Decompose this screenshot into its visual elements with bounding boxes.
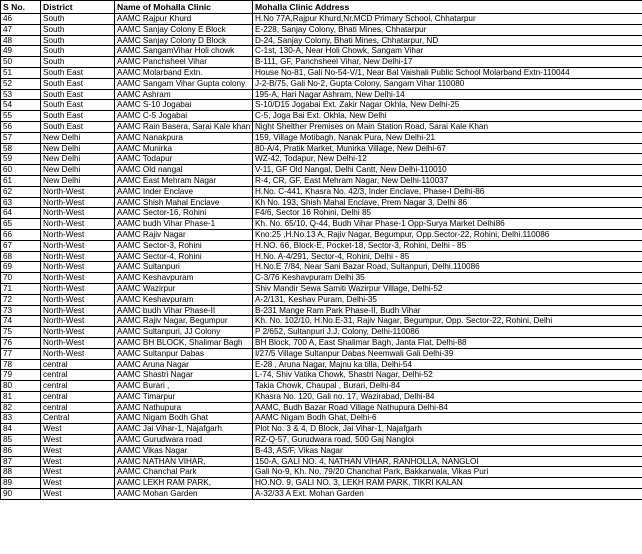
cell-clinic-name: AAMC Inder Enclave bbox=[115, 186, 253, 197]
cell-district: North-West bbox=[41, 283, 115, 294]
cell-district: New Delhi bbox=[41, 132, 115, 143]
table-row bbox=[1, 121, 642, 132]
cell-district: New Delhi bbox=[41, 165, 115, 176]
cell-district: central bbox=[41, 402, 115, 413]
cell-clinic-name: AAMC Sultanpur Dabas bbox=[115, 348, 253, 359]
table-row bbox=[1, 35, 642, 46]
cell-district: North-West bbox=[41, 348, 115, 359]
table-row bbox=[1, 24, 642, 35]
cell-clinic-address: B-231 Mange Ram Park Phase-II, Budh Vihar bbox=[253, 305, 642, 316]
cell-clinic-address: C-5, Joga Bai Ext. Okhla, New Delhi bbox=[253, 111, 642, 122]
table-body bbox=[1, 14, 642, 500]
cell-clinic-name: AAMC Gurudwara road bbox=[115, 435, 253, 446]
cell-district: central bbox=[41, 391, 115, 402]
cell-clinic-address: D-24, Sanjay Colony, Bhati Mines, Chhatarpur, ND bbox=[253, 35, 642, 46]
cell-district: central bbox=[41, 370, 115, 381]
cell-district: South East bbox=[41, 67, 115, 78]
cell-clinic-address: F4/6, Sector 16 Rohini, Delhi 85 bbox=[253, 208, 642, 219]
table-row bbox=[1, 100, 642, 111]
cell-sno: 72 bbox=[1, 294, 41, 305]
cell-clinic-name: AAMC Panchsheel Vihar bbox=[115, 57, 253, 68]
cell-district: North-West bbox=[41, 208, 115, 219]
cell-clinic-name: AAMC Sultanpuri bbox=[115, 262, 253, 273]
table-row bbox=[1, 445, 642, 456]
cell-clinic-address: I/27/5 Village Sultanpur Dabas Neemwali Gali Delhi-39 bbox=[253, 348, 642, 359]
cell-sno: 73 bbox=[1, 305, 41, 316]
table-row bbox=[1, 273, 642, 284]
cell-clinic-name: AAMC Aruna Nagar bbox=[115, 359, 253, 370]
cell-district: South bbox=[41, 57, 115, 68]
table-row bbox=[1, 489, 642, 500]
cell-clinic-address: R-4, CR, GF, East Mehram Nagar, New Delhi-110037 bbox=[253, 175, 642, 186]
cell-clinic-name: AAMC budh Vihar Phase-II bbox=[115, 305, 253, 316]
cell-sno: 59 bbox=[1, 154, 41, 165]
cell-district: West bbox=[41, 467, 115, 478]
cell-district: West bbox=[41, 435, 115, 446]
cell-district: South bbox=[41, 46, 115, 57]
cell-sno: 50 bbox=[1, 57, 41, 68]
header-sno: S No. bbox=[1, 1, 41, 14]
cell-clinic-address: A-32/33 A Ext. Mohan Garden bbox=[253, 489, 642, 500]
cell-clinic-address: Kh No. 193, Shish Mahal Enclave, Prem Nagar 3, Delhi 86 bbox=[253, 197, 642, 208]
cell-district: South bbox=[41, 14, 115, 25]
cell-clinic-address: C-3/76 Keshavpuram Delhi 35 bbox=[253, 273, 642, 284]
table-row bbox=[1, 294, 642, 305]
cell-clinic-address: E-28 , Aruna Nagar, Majnu ka tilla, Delhi-54 bbox=[253, 359, 642, 370]
cell-clinic-address: Kh. No. 102/10, H.No.E-31, Rajiv Nagar, Begumpur, Opp. Sector-22, Rohini, Delhi bbox=[253, 316, 642, 327]
table-row bbox=[1, 175, 642, 186]
cell-clinic-name: AAMC Rain Basera, Sarai Kale khan bbox=[115, 121, 253, 132]
cell-clinic-address: RZ-Q-57, Gurudwara road, 500 Gaj Nangloi bbox=[253, 435, 642, 446]
cell-sno: 77 bbox=[1, 348, 41, 359]
cell-clinic-name: AAMC Mohan Garden bbox=[115, 489, 253, 500]
cell-clinic-address: B-43, AS/F, Vikas Nagar bbox=[253, 445, 642, 456]
cell-clinic-name: AAMC Sangam Vihar Gupta colony bbox=[115, 78, 253, 89]
cell-district: North-West bbox=[41, 262, 115, 273]
cell-district: central bbox=[41, 381, 115, 392]
cell-clinic-name: AAMC Molarband Extn. bbox=[115, 67, 253, 78]
cell-district: West bbox=[41, 489, 115, 500]
cell-clinic-address: V-11, GF Old Nangal, Delhi Cantt, New Delhi-110010 bbox=[253, 165, 642, 176]
cell-clinic-name: AAMC Keshavpuram bbox=[115, 294, 253, 305]
cell-district: North-West bbox=[41, 240, 115, 251]
cell-district: central bbox=[41, 359, 115, 370]
cell-clinic-name: AAMC Vikas Nagar bbox=[115, 445, 253, 456]
cell-clinic-address: B-111, GF, Panchsheel Vihar, New Delhi-17 bbox=[253, 57, 642, 68]
table-row bbox=[1, 435, 642, 446]
cell-sno: 56 bbox=[1, 121, 41, 132]
cell-clinic-address: C-1st, 130-A, Near Holi Chowk, Sangam Vihar bbox=[253, 46, 642, 57]
cell-sno: 60 bbox=[1, 165, 41, 176]
table-row bbox=[1, 240, 642, 251]
cell-clinic-name: AAMC Shastri Nagar bbox=[115, 370, 253, 381]
cell-sno: 78 bbox=[1, 359, 41, 370]
cell-district: North-West bbox=[41, 273, 115, 284]
cell-clinic-name: AAMC Sector-3, Rohini bbox=[115, 240, 253, 251]
cell-clinic-name: AAMC Shish Mahal Enclave bbox=[115, 197, 253, 208]
cell-clinic-address: H.No.E 7/84, Near Sani Bazar Road, Sultanpuri, Delhi.110086 bbox=[253, 262, 642, 273]
cell-clinic-name: AAMC Rajiv Nagar bbox=[115, 229, 253, 240]
cell-clinic-name: AAMC budh Vihar Phase-1 bbox=[115, 219, 253, 230]
cell-clinic-address: Night Shelther Premises on Main Station Road, Sarai Kale Khan bbox=[253, 121, 642, 132]
cell-district: South East bbox=[41, 111, 115, 122]
cell-sno: 61 bbox=[1, 175, 41, 186]
cell-clinic-address: A-2/131, Keshav Puram, Delhi-35 bbox=[253, 294, 642, 305]
cell-clinic-name: AAMC Wazirpur bbox=[115, 283, 253, 294]
cell-sno: 67 bbox=[1, 240, 41, 251]
cell-sno: 68 bbox=[1, 251, 41, 262]
cell-district: West bbox=[41, 445, 115, 456]
table-row bbox=[1, 154, 642, 165]
table-row bbox=[1, 402, 642, 413]
cell-sno: 57 bbox=[1, 132, 41, 143]
cell-clinic-name: AAMC Sector-16, Rohini bbox=[115, 208, 253, 219]
cell-clinic-address: Khasra No. 120, Gali no. 17, Wazirabad, Delhi-84 bbox=[253, 391, 642, 402]
cell-clinic-name: AAMC Keshavpuram bbox=[115, 273, 253, 284]
table-row bbox=[1, 337, 642, 348]
cell-district: North-West bbox=[41, 219, 115, 230]
cell-clinic-name: AAMC Nanakpura bbox=[115, 132, 253, 143]
cell-district: North-West bbox=[41, 327, 115, 338]
cell-clinic-name: AAMC C-5 Jogabai bbox=[115, 111, 253, 122]
table-row bbox=[1, 111, 642, 122]
cell-sno: 89 bbox=[1, 478, 41, 489]
cell-clinic-name: AAMC Ashram bbox=[115, 89, 253, 100]
cell-district: New Delhi bbox=[41, 175, 115, 186]
cell-clinic-address: H.No. A-4/291, Sector-4, Rohini, Delhi - 85 bbox=[253, 251, 642, 262]
cell-sno: 70 bbox=[1, 273, 41, 284]
table-row bbox=[1, 456, 642, 467]
cell-clinic-name: AAMC Munirka bbox=[115, 143, 253, 154]
cell-clinic-address: AAMC, Budh Bazar Road Village Nathupura Delhi-84 bbox=[253, 402, 642, 413]
cell-district: North-West bbox=[41, 186, 115, 197]
cell-clinic-address: AAMC Nigam Bodh Ghat, Delhi-6 bbox=[253, 413, 642, 424]
cell-clinic-address: Plot No. 3 & 4, D Block, Jai Vihar-1, Najafgarh bbox=[253, 424, 642, 435]
cell-district: South East bbox=[41, 121, 115, 132]
cell-sno: 64 bbox=[1, 208, 41, 219]
cell-sno: 55 bbox=[1, 111, 41, 122]
cell-district: South East bbox=[41, 89, 115, 100]
cell-sno: 66 bbox=[1, 229, 41, 240]
cell-clinic-address: H.No 77A,Rajpur Khurd,Nr.MCD Primary School, Chhatarpur bbox=[253, 14, 642, 25]
cell-sno: 51 bbox=[1, 67, 41, 78]
cell-clinic-address: E-228, Sanjay Colony, Bhati Mines, Chhatarpur bbox=[253, 24, 642, 35]
table-row bbox=[1, 219, 642, 230]
cell-clinic-address: WZ-42, Todapur, New Delhi-12 bbox=[253, 154, 642, 165]
cell-district: South East bbox=[41, 78, 115, 89]
cell-clinic-address: 195-A, Hari Nagar Ashram, New Delhi-14 bbox=[253, 89, 642, 100]
cell-sno: 71 bbox=[1, 283, 41, 294]
cell-clinic-address: 80-A/4, Pratik Market, Munirka Village, New Delhi-67 bbox=[253, 143, 642, 154]
cell-clinic-name: AAMC Chanchal Park bbox=[115, 467, 253, 478]
table-row bbox=[1, 46, 642, 57]
cell-sno: 62 bbox=[1, 186, 41, 197]
cell-district: Central bbox=[41, 413, 115, 424]
cell-sno: 81 bbox=[1, 391, 41, 402]
cell-district: North-West bbox=[41, 337, 115, 348]
header-clinic-address: Mohalla Clinic Address bbox=[253, 1, 642, 14]
table-row bbox=[1, 251, 642, 262]
cell-district: New Delhi bbox=[41, 143, 115, 154]
cell-district: New Delhi bbox=[41, 154, 115, 165]
cell-clinic-address: Shiv Mandir Sewa Samiti Wazirpur Village, Delhi-52 bbox=[253, 283, 642, 294]
cell-district: North-West bbox=[41, 316, 115, 327]
table-row bbox=[1, 14, 642, 25]
cell-clinic-name: AAMC Nigam Bodh Ghat bbox=[115, 413, 253, 424]
cell-sno: 90 bbox=[1, 489, 41, 500]
cell-sno: 46 bbox=[1, 14, 41, 25]
cell-sno: 58 bbox=[1, 143, 41, 154]
cell-district: West bbox=[41, 456, 115, 467]
cell-clinic-name: AAMC Sultanpuri, JJ Colony bbox=[115, 327, 253, 338]
table-row bbox=[1, 89, 642, 100]
cell-clinic-name: AAMC Burari , bbox=[115, 381, 253, 392]
cell-sno: 48 bbox=[1, 35, 41, 46]
table-row bbox=[1, 381, 642, 392]
table-row bbox=[1, 424, 642, 435]
cell-clinic-name: AAMC NATHAN VIHAR, bbox=[115, 456, 253, 467]
table-row bbox=[1, 413, 642, 424]
cell-clinic-name: AAMC Rajiv Nagar, Begumpur bbox=[115, 316, 253, 327]
cell-clinic-name: AAMC Old nangal bbox=[115, 165, 253, 176]
table-row bbox=[1, 370, 642, 381]
cell-district: North-West bbox=[41, 197, 115, 208]
header-row bbox=[1, 1, 642, 14]
cell-district: North-West bbox=[41, 294, 115, 305]
table-row bbox=[1, 197, 642, 208]
cell-clinic-address: H.No. C-441, Khasra No. 42/3, Inder Enclave, Phase-I Delhi-86 bbox=[253, 186, 642, 197]
cell-clinic-name: AAMC S-10 Jogabai bbox=[115, 100, 253, 111]
cell-sno: 63 bbox=[1, 197, 41, 208]
cell-clinic-name: AAMC Sanjay Colony D Block bbox=[115, 35, 253, 46]
cell-clinic-name: AAMC Timarpur bbox=[115, 391, 253, 402]
cell-clinic-name: AAMC Sector-4, Rohini bbox=[115, 251, 253, 262]
table-row bbox=[1, 327, 642, 338]
table-row bbox=[1, 478, 642, 489]
cell-sno: 53 bbox=[1, 89, 41, 100]
cell-sno: 52 bbox=[1, 78, 41, 89]
cell-clinic-name: AAMC East Mehram Nagar bbox=[115, 175, 253, 186]
cell-district: West bbox=[41, 424, 115, 435]
table-row bbox=[1, 359, 642, 370]
cell-district: West bbox=[41, 478, 115, 489]
cell-clinic-address: HO.NO. 9, GALI NO. 3, LEKH RAM PARK, TIKRI KALAN bbox=[253, 478, 642, 489]
cell-district: North-West bbox=[41, 229, 115, 240]
table-row bbox=[1, 229, 642, 240]
cell-sno: 49 bbox=[1, 46, 41, 57]
cell-sno: 79 bbox=[1, 370, 41, 381]
table-row bbox=[1, 316, 642, 327]
table-row bbox=[1, 78, 642, 89]
cell-clinic-name: AAMC Jai Vihar-1, Najafgarh bbox=[115, 424, 253, 435]
cell-clinic-address: H.NO. 66, Block-E, Pocket-18, Sector-3, Rohini, Delhi - 85 bbox=[253, 240, 642, 251]
table-row bbox=[1, 132, 642, 143]
cell-clinic-name: AAMC Todapur bbox=[115, 154, 253, 165]
cell-clinic-address: BH Block, 700 A, East Shalimar Bagh, Janta Flat, Delhi-88 bbox=[253, 337, 642, 348]
table-row bbox=[1, 186, 642, 197]
cell-district: South bbox=[41, 24, 115, 35]
cell-sno: 86 bbox=[1, 445, 41, 456]
cell-sno: 47 bbox=[1, 24, 41, 35]
cell-sno: 74 bbox=[1, 316, 41, 327]
cell-sno: 83 bbox=[1, 413, 41, 424]
table-row bbox=[1, 262, 642, 273]
table-row bbox=[1, 67, 642, 78]
cell-sno: 54 bbox=[1, 100, 41, 111]
cell-sno: 87 bbox=[1, 456, 41, 467]
header-clinic-name: Name of Mohalla Clinic bbox=[115, 1, 253, 14]
cell-district: North-West bbox=[41, 305, 115, 316]
cell-sno: 82 bbox=[1, 402, 41, 413]
table-row bbox=[1, 391, 642, 402]
cell-clinic-address: Kh. No. 65/10, Q-44, Budh Vihar Phase-1 Opp-Surya Market Delhi86 bbox=[253, 219, 642, 230]
table-row bbox=[1, 208, 642, 219]
cell-clinic-address: L-74, Shiv Vatika Chowk, Shastri Nagar, Delhi-52 bbox=[253, 370, 642, 381]
cell-sno: 88 bbox=[1, 467, 41, 478]
cell-sno: 76 bbox=[1, 337, 41, 348]
cell-sno: 69 bbox=[1, 262, 41, 273]
cell-clinic-name: AAMC BH BLOCK, Shalimar Bagh bbox=[115, 337, 253, 348]
cell-clinic-address: P 2/652, Sultanpuri J.J. Colony, Delhi-110086 bbox=[253, 327, 642, 338]
cell-sno: 65 bbox=[1, 219, 41, 230]
cell-clinic-address: Gali No-9, Kh. No. 79/20 Chanchal Park, Bakkarwala, Vikas Puri bbox=[253, 467, 642, 478]
table-row bbox=[1, 57, 642, 68]
cell-district: South bbox=[41, 35, 115, 46]
table-header bbox=[1, 1, 642, 14]
cell-clinic-address: 159, Village Motibagh, Nanak Pura, New Delhi-21 bbox=[253, 132, 642, 143]
cell-clinic-name: AAMC SangamVihar Holi chowk bbox=[115, 46, 253, 57]
cell-sno: 80 bbox=[1, 381, 41, 392]
cell-clinic-address: 150-A, GALI NO. 4, NATHAN VIHAR, RANHOLLA, NANGLOI bbox=[253, 456, 642, 467]
table-row bbox=[1, 165, 642, 176]
table-row bbox=[1, 305, 642, 316]
cell-district: North-West bbox=[41, 251, 115, 262]
table-row bbox=[1, 143, 642, 154]
cell-clinic-address: House No-81, Gali No-54-V/1, Near Bal Vaishali Public School Molarband Extn-110044 bbox=[253, 67, 642, 78]
cell-clinic-name: AAMC Nathupura bbox=[115, 402, 253, 413]
cell-clinic-address: J-2-B/75, Gali No-2, Gupta Colony, Sangam Vihar 110080 bbox=[253, 78, 642, 89]
cell-clinic-address: S-10/D15 Jogabai Ext. Zakir Nagar Okhla, New Delhi-25 bbox=[253, 100, 642, 111]
cell-district: South East bbox=[41, 100, 115, 111]
cell-clinic-name: AAMC Rajpur Khurd bbox=[115, 14, 253, 25]
cell-sno: 84 bbox=[1, 424, 41, 435]
header-district: District bbox=[41, 1, 115, 14]
cell-clinic-name: AAMC LEKH RAM PARK, bbox=[115, 478, 253, 489]
cell-sno: 85 bbox=[1, 435, 41, 446]
cell-clinic-address: Takia Chowk, Chaupal , Burari, Delhi-84 bbox=[253, 381, 642, 392]
table-row bbox=[1, 283, 642, 294]
cell-clinic-address: Kno:25 ,H.No.13 A, Rajiv Nagar, Begumpur, Opp.Sector-22, Rohini, Delhi.110086 bbox=[253, 229, 642, 240]
cell-sno: 75 bbox=[1, 327, 41, 338]
table-row bbox=[1, 467, 642, 478]
table-row bbox=[1, 348, 642, 359]
cell-clinic-name: AAMC Sanjay Colony E Block bbox=[115, 24, 253, 35]
